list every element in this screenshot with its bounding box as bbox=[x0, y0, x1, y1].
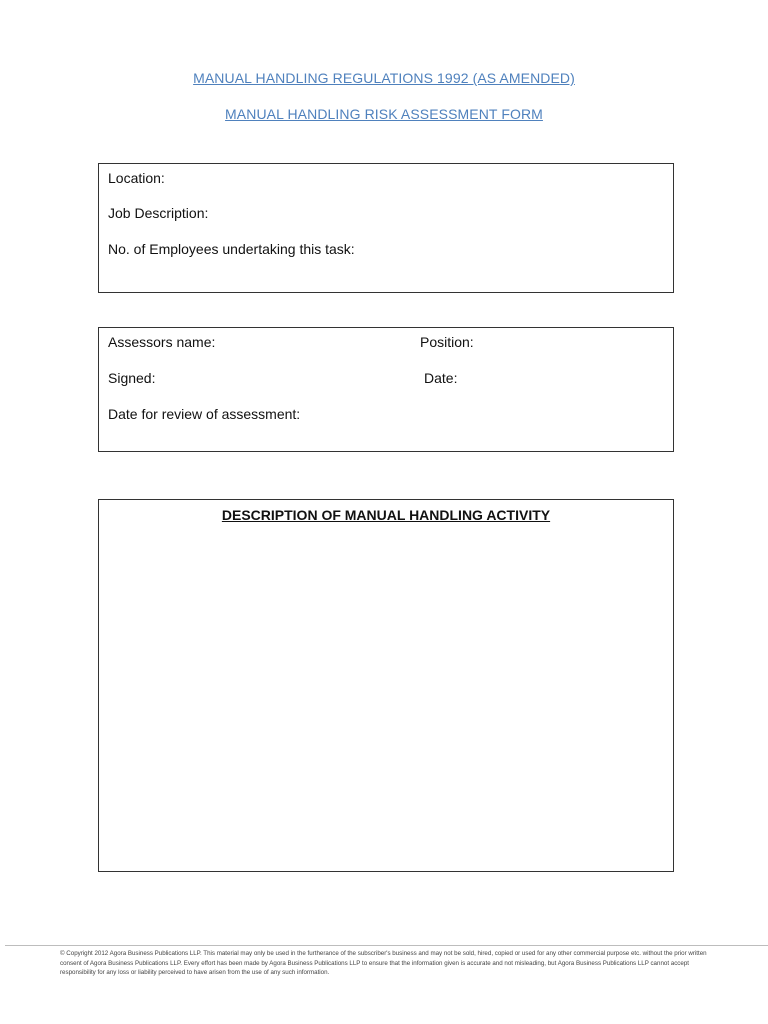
form-title: MANUAL HANDLING RISK ASSESSMENT FORM bbox=[225, 106, 543, 122]
regulations-title: MANUAL HANDLING REGULATIONS 1992 (AS AMENDED) bbox=[193, 70, 575, 86]
job-description-label: Job Description: bbox=[108, 205, 209, 221]
job-details-box bbox=[98, 163, 674, 293]
footer-divider bbox=[5, 945, 768, 946]
assessor-box bbox=[98, 327, 674, 452]
assessor-name-label: Assessors name: bbox=[108, 334, 216, 350]
position-label: Position: bbox=[420, 334, 474, 350]
date-label: Date: bbox=[424, 370, 458, 386]
location-label: Location: bbox=[108, 170, 165, 186]
signed-label: Signed: bbox=[108, 370, 156, 386]
employees-count-label: No. of Employees undertaking this task: bbox=[108, 241, 355, 257]
review-date-label: Date for review of assessment: bbox=[108, 406, 301, 422]
activity-description-box bbox=[98, 499, 674, 872]
activity-description-title: DESCRIPTION OF MANUAL HANDLING ACTIVITY bbox=[221, 507, 551, 523]
copyright-notice: © Copyright 2012 Agora Business Publications LLP. This material may only be used in the furtherance of the subscriber's business and may not be sold, hired, copied or used for any other commercial purpose etc. without the prior written consent of Agora Business Publications LLP. Every effort has been made by Agora Business Publications LLP to ensure that the information given is accurate and not misleading, but Agora Business Publications LLP cannot accept responsibility for any loss or liability perceived to have arisen from the use of any such information. bbox=[60, 950, 707, 976]
